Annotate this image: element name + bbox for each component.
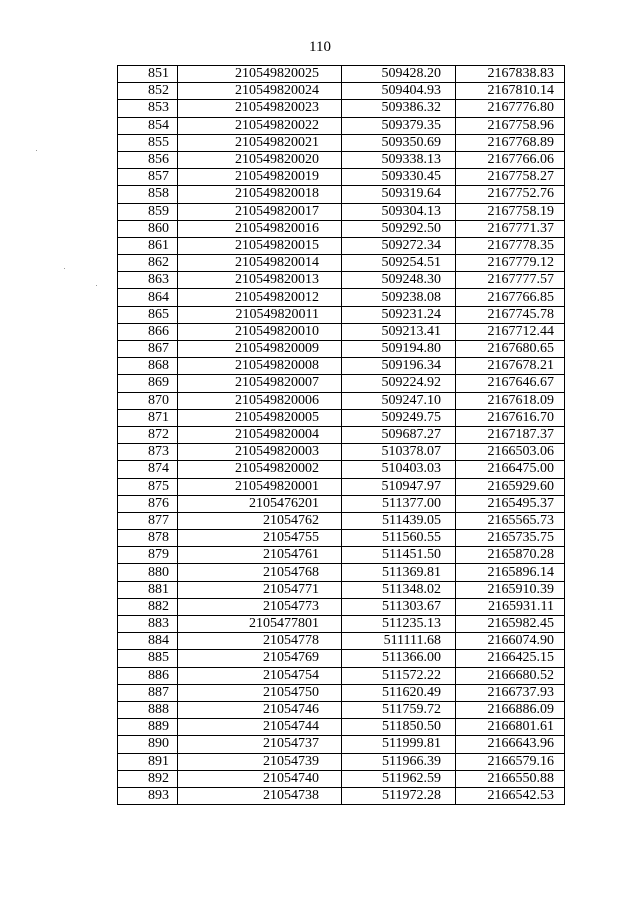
scan-speck: [96, 285, 97, 286]
point-number-cell: 876: [118, 495, 178, 512]
point-id-cell: 21054778: [178, 633, 342, 650]
x-coordinate-cell: 509194.80: [342, 341, 456, 358]
table-row: [118, 83, 565, 100]
point-number-cell: 880: [118, 564, 178, 581]
table-row: [118, 684, 565, 701]
y-coordinate-cell: 2166801.61: [456, 719, 565, 736]
table-row: [118, 650, 565, 667]
y-coordinate-cell: 2165896.14: [456, 564, 565, 581]
table-row: [118, 701, 565, 718]
table-row: [118, 186, 565, 203]
point-id-cell: 21054737: [178, 736, 342, 753]
y-coordinate-cell: 2167766.85: [456, 289, 565, 306]
point-number-cell: 893: [118, 787, 178, 804]
y-coordinate-cell: 2166579.16: [456, 753, 565, 770]
y-coordinate-cell: 2167187.37: [456, 426, 565, 443]
y-coordinate-cell: 2167777.57: [456, 272, 565, 289]
point-number-cell: 859: [118, 203, 178, 220]
y-coordinate-cell: 2165931.11: [456, 598, 565, 615]
point-id-cell: 21054769: [178, 650, 342, 667]
table-row: [118, 444, 565, 461]
y-coordinate-cell: 2165982.45: [456, 616, 565, 633]
point-id-cell: 210549820014: [178, 255, 342, 272]
point-number-cell: 887: [118, 684, 178, 701]
point-id-cell: 21054762: [178, 512, 342, 529]
table-row: [118, 289, 565, 306]
y-coordinate-cell: 2165565.73: [456, 512, 565, 529]
point-number-cell: 882: [118, 598, 178, 615]
point-number-cell: 883: [118, 616, 178, 633]
point-number-cell: 886: [118, 667, 178, 684]
table-row: [118, 512, 565, 529]
x-coordinate-cell: 511369.81: [342, 564, 456, 581]
page-number: 110: [309, 39, 331, 55]
point-number-cell: 862: [118, 255, 178, 272]
point-number-cell: 854: [118, 117, 178, 134]
x-coordinate-cell: 509248.30: [342, 272, 456, 289]
y-coordinate-cell: 2167758.27: [456, 169, 565, 186]
y-coordinate-cell: 2166542.53: [456, 787, 565, 804]
table-row: [118, 753, 565, 770]
point-number-cell: 861: [118, 237, 178, 254]
point-id-cell: 210549820025: [178, 66, 342, 83]
table-row: [118, 633, 565, 650]
x-coordinate-cell: 509350.69: [342, 134, 456, 151]
x-coordinate-cell: 510378.07: [342, 444, 456, 461]
point-number-cell: 871: [118, 409, 178, 426]
point-number-cell: 884: [118, 633, 178, 650]
table-row: [118, 564, 565, 581]
point-number-cell: 888: [118, 701, 178, 718]
point-id-cell: 21054754: [178, 667, 342, 684]
point-number-cell: 877: [118, 512, 178, 529]
y-coordinate-cell: 2167678.21: [456, 358, 565, 375]
x-coordinate-cell: 511962.59: [342, 770, 456, 787]
point-id-cell: 210549820018: [178, 186, 342, 203]
x-coordinate-cell: 511620.49: [342, 684, 456, 701]
x-coordinate-cell: 509428.20: [342, 66, 456, 83]
x-coordinate-cell: 511377.00: [342, 495, 456, 512]
x-coordinate-cell: 511235.13: [342, 616, 456, 633]
x-coordinate-cell: 509330.45: [342, 169, 456, 186]
x-coordinate-cell: 509319.64: [342, 186, 456, 203]
point-id-cell: 210549820024: [178, 83, 342, 100]
point-number-cell: 868: [118, 358, 178, 375]
x-coordinate-cell: 511111.68: [342, 633, 456, 650]
table-row: [118, 478, 565, 495]
x-coordinate-cell: 509272.34: [342, 237, 456, 254]
point-id-cell: 21054740: [178, 770, 342, 787]
x-coordinate-cell: 509304.13: [342, 203, 456, 220]
point-id-cell: 210549820002: [178, 461, 342, 478]
point-number-cell: 874: [118, 461, 178, 478]
y-coordinate-cell: 2165910.39: [456, 581, 565, 598]
y-coordinate-cell: 2166737.93: [456, 684, 565, 701]
x-coordinate-cell: 509249.75: [342, 409, 456, 426]
point-id-cell: 210549820008: [178, 358, 342, 375]
table-row: [118, 719, 565, 736]
point-number-cell: 885: [118, 650, 178, 667]
x-coordinate-cell: 509213.41: [342, 323, 456, 340]
table-row: [118, 151, 565, 168]
table-row: [118, 237, 565, 254]
point-id-cell: 21054755: [178, 530, 342, 547]
x-coordinate-cell: 510947.97: [342, 478, 456, 495]
table-body: [118, 66, 565, 805]
x-coordinate-cell: 511348.02: [342, 581, 456, 598]
x-coordinate-cell: 511366.00: [342, 650, 456, 667]
coordinates-table: [117, 65, 565, 805]
point-id-cell: 21054746: [178, 701, 342, 718]
x-coordinate-cell: 509196.34: [342, 358, 456, 375]
y-coordinate-cell: 2166074.90: [456, 633, 565, 650]
y-coordinate-cell: 2167766.06: [456, 151, 565, 168]
x-coordinate-cell: 511572.22: [342, 667, 456, 684]
y-coordinate-cell: 2167776.80: [456, 100, 565, 117]
y-coordinate-cell: 2166886.09: [456, 701, 565, 718]
y-coordinate-cell: 2167838.83: [456, 66, 565, 83]
point-number-cell: 879: [118, 547, 178, 564]
table-row: [118, 255, 565, 272]
point-number-cell: 875: [118, 478, 178, 495]
point-number-cell: 891: [118, 753, 178, 770]
point-id-cell: 210549820023: [178, 100, 342, 117]
x-coordinate-cell: 511560.55: [342, 530, 456, 547]
x-coordinate-cell: 509292.50: [342, 220, 456, 237]
x-coordinate-cell: 510403.03: [342, 461, 456, 478]
y-coordinate-cell: 2167752.76: [456, 186, 565, 203]
point-id-cell: 210549820016: [178, 220, 342, 237]
point-number-cell: 889: [118, 719, 178, 736]
x-coordinate-cell: 511972.28: [342, 787, 456, 804]
point-number-cell: 857: [118, 169, 178, 186]
table-row: [118, 341, 565, 358]
point-id-cell: 210549820010: [178, 323, 342, 340]
y-coordinate-cell: 2167779.12: [456, 255, 565, 272]
y-coordinate-cell: 2166680.52: [456, 667, 565, 684]
point-id-cell: 21054773: [178, 598, 342, 615]
table-row: [118, 426, 565, 443]
table-row: [118, 220, 565, 237]
y-coordinate-cell: 2166475.00: [456, 461, 565, 478]
point-number-cell: 866: [118, 323, 178, 340]
point-id-cell: 2105477801: [178, 616, 342, 633]
point-id-cell: 210549820020: [178, 151, 342, 168]
point-id-cell: 21054771: [178, 581, 342, 598]
point-number-cell: 870: [118, 392, 178, 409]
table-row: [118, 272, 565, 289]
point-number-cell: 873: [118, 444, 178, 461]
y-coordinate-cell: 2167771.37: [456, 220, 565, 237]
y-coordinate-cell: 2167758.19: [456, 203, 565, 220]
point-number-cell: 858: [118, 186, 178, 203]
x-coordinate-cell: 509238.08: [342, 289, 456, 306]
table-row: [118, 203, 565, 220]
table-row: [118, 323, 565, 340]
point-id-cell: 210549820006: [178, 392, 342, 409]
table-row: [118, 358, 565, 375]
table-row: [118, 736, 565, 753]
y-coordinate-cell: 2166550.88: [456, 770, 565, 787]
x-coordinate-cell: 509231.24: [342, 306, 456, 323]
x-coordinate-cell: 509338.13: [342, 151, 456, 168]
table-row: [118, 117, 565, 134]
point-number-cell: 867: [118, 341, 178, 358]
point-id-cell: 21054750: [178, 684, 342, 701]
table-row: [118, 667, 565, 684]
point-number-cell: 855: [118, 134, 178, 151]
y-coordinate-cell: 2167646.67: [456, 375, 565, 392]
y-coordinate-cell: 2167810.14: [456, 83, 565, 100]
point-id-cell: 210549820013: [178, 272, 342, 289]
point-number-cell: 864: [118, 289, 178, 306]
y-coordinate-cell: 2167680.65: [456, 341, 565, 358]
y-coordinate-cell: 2167712.44: [456, 323, 565, 340]
point-number-cell: 865: [118, 306, 178, 323]
point-number-cell: 853: [118, 100, 178, 117]
point-id-cell: 210549820009: [178, 341, 342, 358]
point-id-cell: 210549820005: [178, 409, 342, 426]
point-number-cell: 856: [118, 151, 178, 168]
point-id-cell: 210549820003: [178, 444, 342, 461]
point-number-cell: 860: [118, 220, 178, 237]
table-row: [118, 375, 565, 392]
x-coordinate-cell: 509687.27: [342, 426, 456, 443]
table-row: [118, 66, 565, 83]
y-coordinate-cell: 2167618.09: [456, 392, 565, 409]
x-coordinate-cell: 509404.93: [342, 83, 456, 100]
x-coordinate-cell: 509224.92: [342, 375, 456, 392]
y-coordinate-cell: 2166503.06: [456, 444, 565, 461]
table-row: [118, 598, 565, 615]
point-number-cell: 892: [118, 770, 178, 787]
point-id-cell: 210549820011: [178, 306, 342, 323]
y-coordinate-cell: 2167758.96: [456, 117, 565, 134]
point-id-cell: 210549820021: [178, 134, 342, 151]
table-row: [118, 461, 565, 478]
table-row: [118, 787, 565, 804]
coordinates-table-container: [117, 65, 564, 805]
x-coordinate-cell: 509254.51: [342, 255, 456, 272]
table-row: [118, 134, 565, 151]
y-coordinate-cell: 2166425.15: [456, 650, 565, 667]
y-coordinate-cell: 2167745.78: [456, 306, 565, 323]
table-row: [118, 530, 565, 547]
point-id-cell: 2105476201: [178, 495, 342, 512]
x-coordinate-cell: 511850.50: [342, 719, 456, 736]
table-row: [118, 581, 565, 598]
point-id-cell: 21054738: [178, 787, 342, 804]
x-coordinate-cell: 511999.81: [342, 736, 456, 753]
y-coordinate-cell: 2165929.60: [456, 478, 565, 495]
y-coordinate-cell: 2165735.75: [456, 530, 565, 547]
point-id-cell: 210549820001: [178, 478, 342, 495]
table-row: [118, 169, 565, 186]
y-coordinate-cell: 2167616.70: [456, 409, 565, 426]
table-row: [118, 306, 565, 323]
point-number-cell: 851: [118, 66, 178, 83]
point-id-cell: 210549820015: [178, 237, 342, 254]
point-id-cell: 210549820004: [178, 426, 342, 443]
point-number-cell: 852: [118, 83, 178, 100]
table-row: [118, 770, 565, 787]
y-coordinate-cell: 2165870.28: [456, 547, 565, 564]
y-coordinate-cell: 2167768.89: [456, 134, 565, 151]
table-row: [118, 409, 565, 426]
point-id-cell: 210549820022: [178, 117, 342, 134]
point-id-cell: 21054768: [178, 564, 342, 581]
x-coordinate-cell: 509386.32: [342, 100, 456, 117]
point-id-cell: 210549820019: [178, 169, 342, 186]
point-id-cell: 21054744: [178, 719, 342, 736]
point-id-cell: 21054739: [178, 753, 342, 770]
x-coordinate-cell: 509379.35: [342, 117, 456, 134]
x-coordinate-cell: 511759.72: [342, 701, 456, 718]
point-number-cell: 890: [118, 736, 178, 753]
x-coordinate-cell: 511303.67: [342, 598, 456, 615]
point-id-cell: 210549820007: [178, 375, 342, 392]
point-number-cell: 878: [118, 530, 178, 547]
table-row: [118, 100, 565, 117]
point-id-cell: 21054761: [178, 547, 342, 564]
point-number-cell: 863: [118, 272, 178, 289]
table-row: [118, 616, 565, 633]
scan-speck: [64, 268, 65, 269]
x-coordinate-cell: 511966.39: [342, 753, 456, 770]
point-id-cell: 210549820012: [178, 289, 342, 306]
table-row: [118, 547, 565, 564]
point-number-cell: 881: [118, 581, 178, 598]
table-row: [118, 495, 565, 512]
x-coordinate-cell: 509247.10: [342, 392, 456, 409]
y-coordinate-cell: 2165495.37: [456, 495, 565, 512]
point-number-cell: 869: [118, 375, 178, 392]
y-coordinate-cell: 2166643.96: [456, 736, 565, 753]
table-row: [118, 392, 565, 409]
y-coordinate-cell: 2167778.35: [456, 237, 565, 254]
point-id-cell: 210549820017: [178, 203, 342, 220]
point-number-cell: 872: [118, 426, 178, 443]
x-coordinate-cell: 511451.50: [342, 547, 456, 564]
x-coordinate-cell: 511439.05: [342, 512, 456, 529]
scan-speck: [36, 150, 37, 151]
